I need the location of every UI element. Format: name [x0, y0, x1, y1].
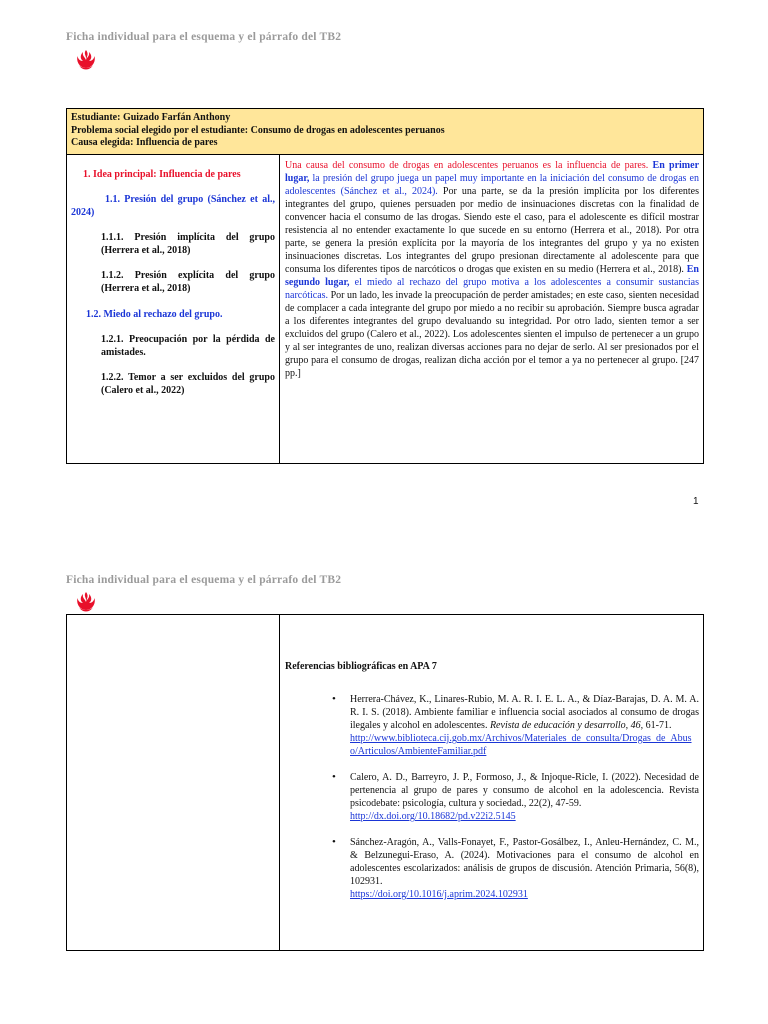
secondary-idea-2: el miedo al rechazo del grupo motiva a los adolescentes a consumir sustancias narcóticas.: [285, 276, 699, 301]
reference-link[interactable]: http://www.biblioteca.cij.gob.mx/Archivos/Materiales_de_consulta/Drogas_de_Abuso/Articulos/AmbienteFamiliar.pdf: [350, 733, 692, 757]
references-list: [280, 693, 703, 901]
upc-flame-logo-icon: [74, 49, 98, 73]
outline-point-1-2-1: 1.2.1. Preocupación por la pérdida de amistades.: [101, 333, 275, 358]
outline-point-1-2: 1.2. Miedo al rechazo del grupo.: [86, 308, 223, 320]
references-title: Referencias bibliográficas en APA 7: [285, 661, 437, 672]
outline-point-1-1: 1.1. Presión del grupo (Sánchez et al., 2024): [71, 193, 275, 218]
upc-flame-logo-icon: [74, 591, 98, 615]
reference-item: [350, 836, 703, 901]
development-1: Por una parte, se da la presión implícita por los diferentes integrantes del grupo, quienes persuaden por medio de insinuaciones discretas con la finalidad de convencer hacia el consumo de las drogas. Siendo este el caso, para el adolescente es difícil mostrar resistencia al no entender exactamente lo que sucede en su entorno (Herrera et al., 2018). Por otra parte, se genera la presión explícita por la mayoría de los integrantes del grupo y ya no existen insinuaciones discretas. Los integrantes del grupo presionan directamente al adolescente para que consuma los diferentes tipos de narcóticos o drogas que existen en su medio (Herrera et al., 2018).: [285, 185, 699, 275]
development-2: Por un lado, les invade la preocupación de perder amistades; en este caso, sienten necesidad de complacer a cada integrante del grupo por miedo a no recibir su aprobación. Siempre busca agradar a los diferentes integrantes del grupo devaluando su integridad. Por otro lado, sienten temor a ser excluidos del grupo (Calero et al., 2022). Los adolescentes sienten el impulso de pertenecer a un grupo y al ser integrantes de uno, realizan diversas acciones para no dejar de serlo. Al ser presionados por el grupo para el consumo de drogas, realizan dicha acción por el temor a ya no pertenecer al grupo. [247 pp.]: [285, 289, 699, 379]
chosen-cause: Causa elegida: Influencia de pares: [71, 137, 218, 148]
page-header-title-2: Ficha individual para el esquema y el párrafo del TB2: [66, 574, 342, 586]
page-header-title: Ficha individual para el esquema y el párrafo del TB2: [66, 31, 342, 43]
empty-left-column: [67, 615, 280, 951]
secondary-idea-1: la presión del grupo juega un papel muy importante en la iniciación del consumo de drogas en adolescentes (Sánchez et al., 2024).: [285, 172, 699, 197]
connector-first: En primer lugar,: [285, 159, 700, 184]
references-column: [280, 615, 704, 951]
paragraph-column: [280, 154, 704, 463]
connector-second: En segundo lugar,: [285, 263, 699, 288]
reference-text: Herrera-Chávez, K., Linares-Rubio, M. A. R. I. E. L. A., & Díaz-Barajas, D. A. M. A. R. I. S. (2018). Ambiente familiar e influencia social asociados al consumo de drogas ilegales y alcohol en adolescentes.: [350, 694, 699, 731]
reference-item: [350, 693, 703, 758]
outline-point-1-1-2: 1.1.2. Presión explícita del grupo (Herrera et al., 2018): [101, 269, 275, 294]
topic-sentence: Una causa del consumo de drogas en adolescentes peruanos es la influencia de pares.: [285, 159, 649, 171]
reference-text: Calero, A. D., Barreyro, J. P., Formoso, J., & Injoque-Ricle, I. (2022). Necesidad de pertenencia al grupo de pares y consumo de alcohol en la adolescencia. Revista psicodebate: psicología, cultura y sociedad., 22(2), 47-59.: [350, 772, 699, 809]
reference-link[interactable]: http://dx.doi.org/10.18682/pd.v22i2.5145: [350, 811, 516, 822]
student-name: Estudiante: Guizado Farfán Anthony: [71, 112, 231, 123]
outline-point-1-2-2: 1.2.2. Temor a ser excluidos del grupo (Calero et al., 2022): [101, 371, 275, 396]
social-problem: Problema social elegido por el estudiante: Consumo de drogas en adolescentes peruanos: [71, 124, 445, 136]
worksheet-table: [66, 108, 704, 464]
reference-item: [350, 771, 703, 823]
reference-journal: Revista de educación y desarrollo, 46,: [489, 720, 644, 731]
reference-text: Sánchez-Aragón, A., Valls-Fonayet, F., Pastor-Gosálbez, I., Anleu-Hernández, C. M., & Belzunegui-Eraso, A. (2024). Motivaciones para el consumo de alcohol en adolescentes escolarizados: análisis de grupos de discusión. Atención Primaria, 56(8), 102931.: [350, 837, 699, 887]
page-number: 1: [693, 496, 699, 507]
outline-column: [67, 154, 280, 463]
outline-main-idea: 1. Idea principal: Influencia de pares: [83, 168, 241, 180]
outline-point-1-1-1: 1.1.1. Presión implícita del grupo (Herrera et al., 2018): [101, 231, 275, 256]
student-info-header: [67, 109, 704, 155]
references-table: [66, 614, 704, 951]
reference-link[interactable]: https://doi.org/10.1016/j.aprim.2024.102931: [350, 889, 528, 900]
reference-pages: 61-71.: [645, 720, 672, 731]
